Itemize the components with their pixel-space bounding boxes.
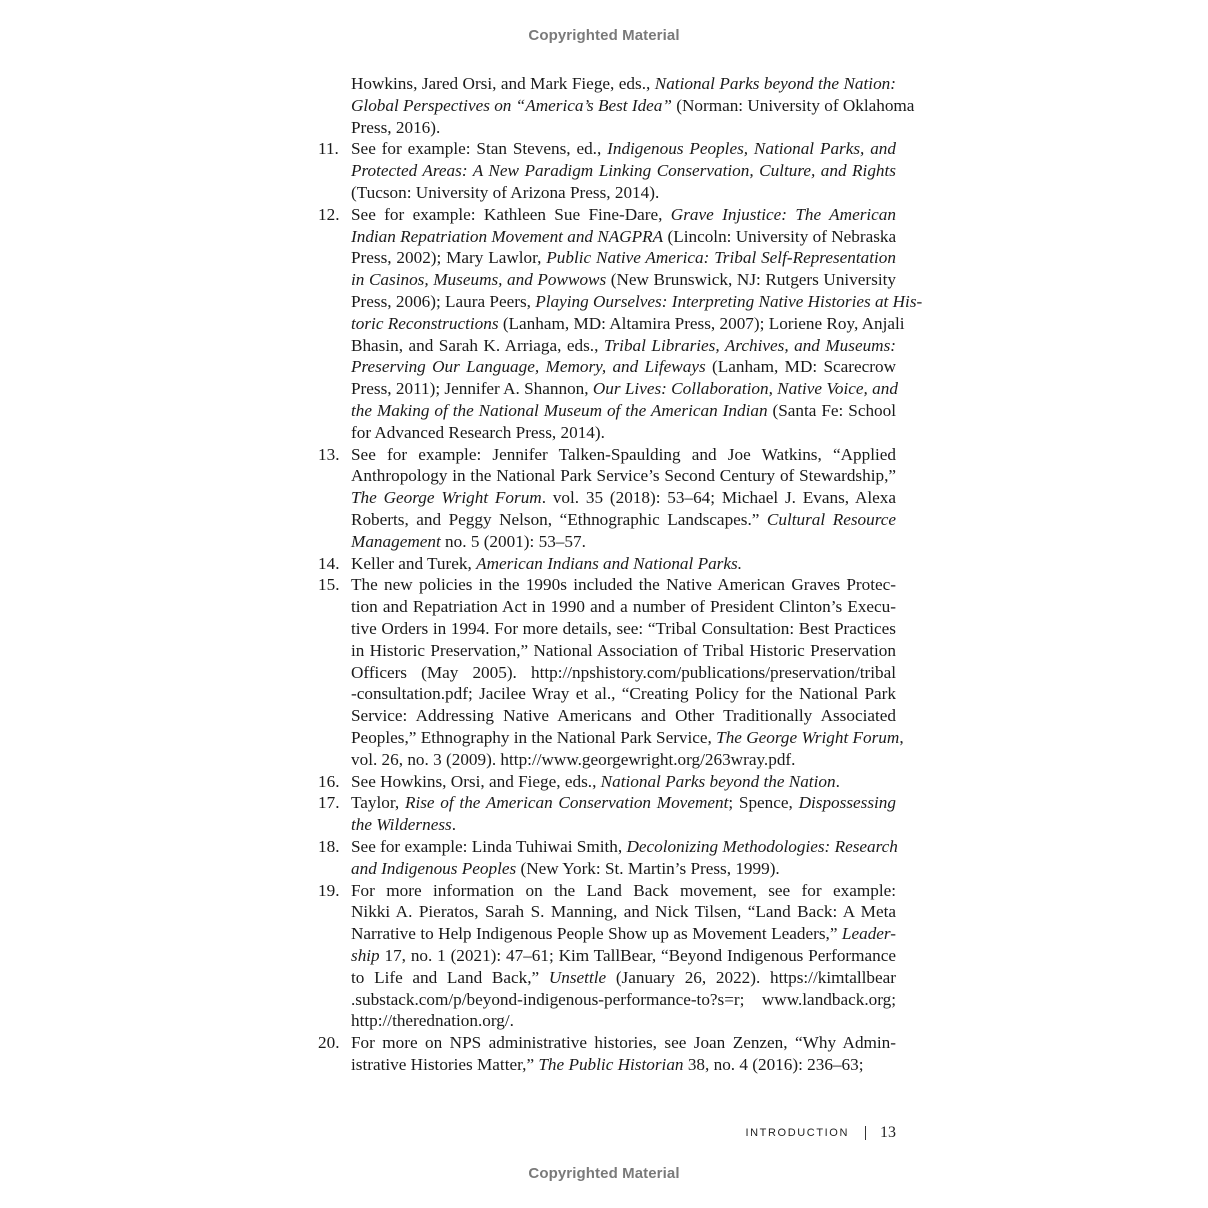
endnote-line	[351, 73, 896, 95]
text-run: (Santa Fe: School	[767, 401, 897, 420]
italic-title: The George Wright Forum	[351, 488, 542, 508]
endnote-line	[351, 291, 923, 313]
footer-divider	[865, 1126, 866, 1140]
endnote-line	[351, 247, 896, 269]
endnote-line	[351, 422, 896, 444]
endnote-number: 20.	[318, 1033, 340, 1053]
text-run: Press, 2016).	[351, 117, 441, 137]
endnote-line	[351, 138, 896, 160]
text-run: (Lincoln: University of Nebraska	[663, 226, 897, 246]
endnote-line	[351, 945, 896, 967]
text-run: Anthropology in the National Park Service’s Second Century of Stewardship,”	[351, 466, 896, 486]
text-run: http://therednation.org/.	[351, 1011, 514, 1031]
endnote-line	[351, 204, 896, 226]
running-head: INTRODUCTION	[745, 1127, 849, 1139]
italic-title: Unsettle	[548, 967, 607, 987]
endnote-line	[351, 792, 896, 814]
endnote-number: 11.	[318, 139, 339, 159]
text-run: (January 26, 2022). https://kimtallbear	[606, 967, 896, 987]
endnote-line	[351, 444, 896, 466]
italic-title: Indian Repatriation Movement and NAGPRA	[351, 226, 664, 246]
endnote-line	[351, 858, 896, 880]
endnote-line	[351, 356, 896, 378]
endnote-line	[351, 596, 896, 618]
text-run: .	[835, 771, 840, 791]
text-run: tive Orders in 1994. For more details, see: “Tribal Consultation: Best Practices	[351, 619, 896, 638]
text-run: (Lanham, MD: Scarecrow	[705, 357, 896, 377]
text-run: See Howkins, Orsi, and Fiege, eds.,	[351, 771, 601, 791]
italic-title: Protected Areas: A New Paradigm Linking Conservation, Culture, and Rights	[351, 161, 896, 181]
text-run: 38, no. 4 (2016): 236–63;	[683, 1055, 864, 1074]
text-run: For more information on the Land Back movement, see for example:	[351, 880, 896, 900]
endnote-line	[351, 465, 896, 487]
endnote-line	[351, 814, 896, 836]
endnote-line	[351, 95, 915, 117]
endnote-line	[351, 531, 896, 553]
endnote-line	[351, 400, 896, 422]
endnote-line	[351, 378, 896, 400]
italic-title: Tribal Libraries, Archives, and Museums:	[603, 335, 896, 355]
italic-title: the Wilderness	[351, 815, 452, 835]
text-run: to Life and Land Back,”	[351, 967, 549, 987]
page-footer	[600, 1122, 896, 1144]
endnote-line	[351, 160, 896, 182]
italic-title: in Casinos, Museums, and Powwows	[351, 270, 607, 290]
text-run: See for example: Stan Stevens, ed.,	[351, 139, 608, 159]
italic-title: Indigenous Peoples, National Parks, and	[607, 139, 896, 159]
text-run: (New Brunswick, NJ: Rutgers University	[606, 270, 896, 290]
text-run: (Lanham, MD: Altamira Press, 2007); Loriene Roy, Anjali	[498, 313, 905, 333]
text-run: Taylor,	[351, 793, 405, 813]
endnote-line	[351, 771, 896, 793]
italic-title: Rise of the American Conservation Movement	[404, 793, 729, 813]
endnote-line	[351, 1010, 896, 1032]
endnote-line	[351, 901, 896, 923]
text-run: Narrative to Help Indigenous People Show up as Movement Leaders,”	[351, 924, 842, 944]
endnote-line	[351, 749, 896, 771]
endnote-line	[351, 117, 896, 139]
copyright-watermark-bottom: Copyrighted Material	[528, 1165, 680, 1182]
endnote-line	[351, 618, 896, 640]
text-run: For more on NPS administrative histories, see Joan Zenzen, “Why Admin-	[351, 1033, 896, 1053]
italic-title: Decolonizing Methodologies: Research	[626, 837, 898, 856]
italic-title: ship	[351, 946, 380, 965]
endnote-line	[351, 313, 905, 335]
text-run: Service: Addressing Native Americans and Other Traditionally Associated	[351, 706, 896, 726]
endnote-line	[351, 989, 896, 1011]
text-run: The new policies in the 1990s included the Native American Graves Protec-	[351, 575, 896, 595]
italic-title: Management	[351, 531, 441, 551]
text-run: (Tucson: University of Arizona Press, 2014).	[351, 183, 660, 202]
italic-title: Global Perspectives on “America’s Best Idea”	[351, 95, 672, 115]
text-run: Bhasin, and Sarah K. Arriaga, eds.,	[351, 335, 604, 355]
italic-title: Dispossessing	[798, 793, 896, 813]
endnote-line	[351, 226, 896, 248]
italic-title: American Indians and National Parks.	[476, 553, 742, 573]
endnote-line	[351, 683, 896, 705]
endnote-number: 18.	[318, 837, 340, 856]
text-run: See for example: Kathleen Sue Fine-Dare,	[351, 204, 671, 224]
text-run: Keller and Turek,	[351, 553, 477, 573]
italic-title: The Public Historian	[538, 1055, 684, 1074]
endnote-line	[351, 269, 896, 291]
endnote-number: 12.	[318, 204, 340, 224]
text-run: Nikki A. Pieratos, Sarah S. Manning, and Nick Tilsen, “Land Back: A Meta	[351, 902, 896, 922]
text-run: for Advanced Research Press, 2014).	[351, 422, 605, 442]
endnote-line	[351, 662, 896, 684]
endnote-line	[351, 1032, 896, 1054]
text-run: tion and Repatriation Act in 1990 and a number of President Clinton’s Execu-	[351, 597, 896, 617]
text-run: Officers (May 2005). http://npshistory.com/publications/preservation/tribal	[351, 662, 896, 682]
endnote-line	[351, 880, 896, 902]
text-run: 17, no. 1 (2021): 47–61; Kim TallBear, “Beyond Indigenous Performance	[379, 946, 896, 965]
italic-title: Our Lives: Collaboration, Native Voice, and	[592, 379, 898, 399]
text-run: istrative Histories Matter,”	[351, 1055, 539, 1074]
endnote-line	[351, 574, 896, 596]
endnote-line	[351, 705, 896, 727]
endnote-number: 19.	[318, 880, 340, 900]
text-run: Press, 2002); Mary Lawlor,	[351, 248, 547, 268]
text-run: in Historic Preservation,” National Association of Tribal Historic Preservation	[351, 640, 896, 660]
text-run: (Norman: University of Oklahoma	[671, 95, 915, 115]
copyright-watermark-top: Copyrighted Material	[528, 27, 680, 44]
text-run: See for example: Jennifer Talken-Spaulding and Joe Watkins, “Applied	[351, 444, 896, 464]
text-run: -consultation.pdf; Jacilee Wray et al., “Creating Policy for the National Park	[351, 684, 896, 704]
italic-title: Leader-	[841, 924, 896, 944]
text-run: Peoples,” Ethnography in the National Park Service,	[351, 728, 717, 747]
endnote-line	[351, 836, 896, 858]
text-run: (New York: St. Martin’s Press, 1999).	[516, 858, 780, 878]
endnote-number: 14.	[318, 553, 340, 573]
italic-title: National Parks beyond the Nation	[600, 771, 836, 791]
text-run: ,	[899, 728, 904, 747]
text-run: .	[451, 815, 457, 835]
italic-title: Preserving Our Language, Memory, and Lifeways	[351, 357, 706, 377]
italic-title: toric Reconstructions	[351, 313, 499, 333]
text-run: .substack.com/p/beyond-indigenous-performance-to?s=r; www.landback.org;	[351, 989, 896, 1009]
text-run: Howkins, Jared Orsi, and Mark Fiege, eds.,	[351, 74, 655, 93]
endnote-line	[351, 1054, 896, 1076]
italic-title: the Making of the National Museum of the American Indian	[351, 401, 768, 420]
text-run: Press, 2006); Laura Peers,	[351, 292, 536, 311]
italic-title: Playing Ourselves: Interpreting Native Histories at His-	[535, 292, 923, 311]
text-run: Press, 2011); Jennifer A. Shannon,	[351, 379, 593, 399]
endnote-line	[351, 640, 896, 662]
endnote-line	[351, 487, 896, 509]
italic-title: The George Wright Forum	[716, 728, 900, 747]
italic-title: Public Native America: Tribal Self-Representation	[546, 248, 896, 268]
text-run: ; Spence,	[728, 793, 799, 813]
text-run: See for example: Linda Tuhiwai Smith,	[351, 837, 627, 856]
text-run: . vol. 35 (2018): 53–64; Michael J. Evans, Alexa	[541, 488, 896, 508]
endnote-number: 15.	[318, 575, 340, 595]
text-run: vol. 26, no. 3 (2009). http://www.georgewright.org/263wray.pdf.	[351, 749, 796, 769]
endnote-line	[351, 509, 896, 531]
endnote-line	[351, 727, 904, 749]
endnote-line	[351, 182, 896, 204]
text-run: no. 5 (2001): 53–57.	[440, 531, 586, 551]
italic-title: Grave Injustice: The American	[670, 204, 896, 224]
endnote-line	[351, 553, 896, 575]
endnote-number: 13.	[318, 444, 340, 464]
endnote-number: 16.	[318, 771, 340, 791]
endnote-line	[351, 335, 896, 357]
italic-title: National Parks beyond the Nation:	[654, 74, 896, 93]
text-run: Roberts, and Peggy Nelson, “Ethnographic Landscapes.”	[351, 510, 767, 529]
page-number: 13	[880, 1124, 896, 1141]
endnote-line	[351, 923, 896, 945]
italic-title: and Indigenous Peoples	[351, 858, 517, 878]
endnote-number: 17.	[318, 793, 340, 813]
endnote-line	[351, 967, 896, 989]
italic-title: Cultural Resource	[766, 510, 897, 529]
